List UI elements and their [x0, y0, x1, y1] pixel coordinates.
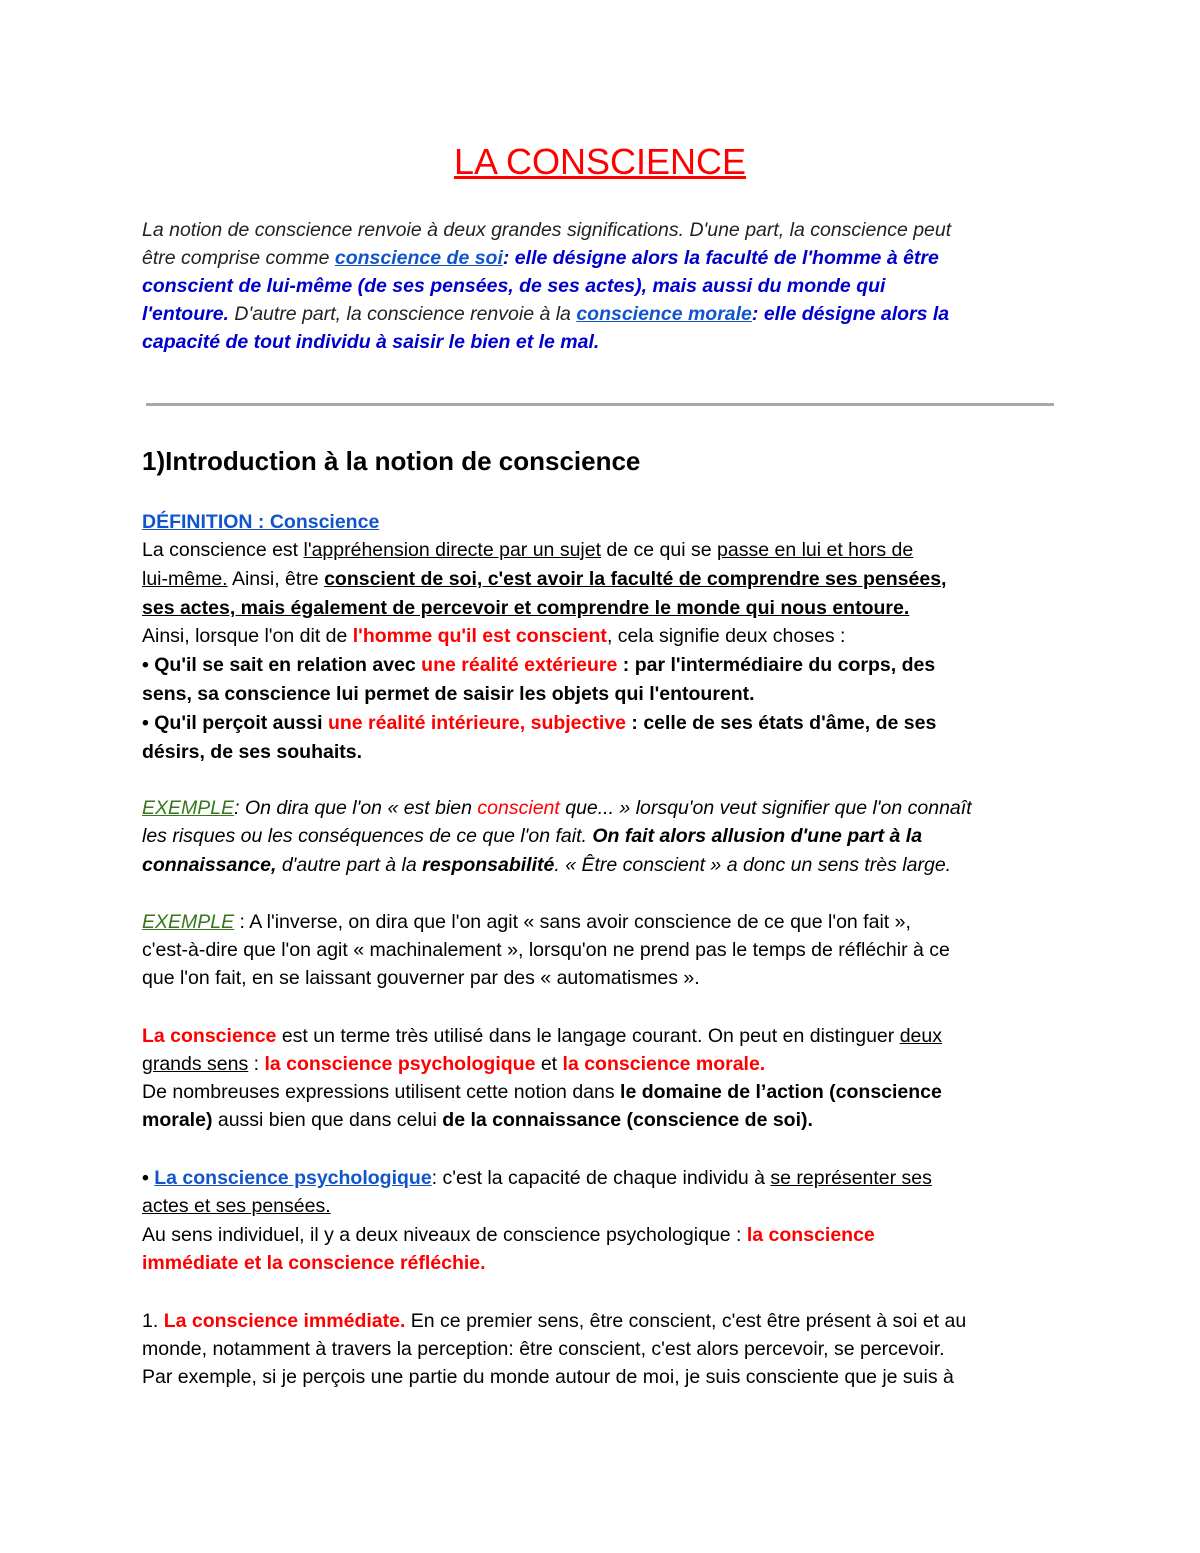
intro-bold-text: : elle désigne alors la: [751, 303, 950, 325]
text: et: [535, 1053, 563, 1075]
text: de ce qui se: [601, 539, 718, 561]
definition-line-4: [142, 622, 845, 650]
text: 1.: [142, 1310, 164, 1332]
paragraph-6-line-1: [142, 1221, 875, 1249]
paragraph-6-line-2: [142, 1249, 486, 1277]
bullet-1-line-2: [142, 680, 755, 708]
bold-text: : celle de ses états d'âme, de ses: [625, 712, 937, 734]
page-title: LA CONSCIENCE: [453, 141, 747, 182]
text: que l'on fait, en se laissant gouverner par des « automatismes ».: [142, 967, 700, 989]
example-label: EXEMPLE: [142, 797, 235, 819]
conscience-de-soi-link[interactable]: conscience de soi: [334, 247, 503, 269]
bullet-2-line-1: [142, 709, 936, 737]
text: monde, notamment à travers la perception: être conscient, c'est alors percevoir, se percevoir.: [142, 1338, 945, 1360]
paragraph-3-line-4: [142, 1106, 813, 1134]
example-2-line-3: [142, 964, 700, 992]
example-1-line-1: [142, 794, 972, 822]
red-bold-text: La conscience immédiate.: [163, 1310, 406, 1332]
example-2-line-2: [142, 936, 950, 964]
example-1-line-3: [142, 851, 951, 879]
red-italic-text: conscient: [477, 797, 560, 819]
text: De nombreuses expressions utilisent cette notion dans: [142, 1081, 621, 1103]
bold-underlined-text: conscient de soi, c'est avoir la faculté de comprendre ses pensées,: [324, 568, 947, 590]
bold-italic-text: responsabilité: [422, 854, 555, 876]
text: Ainsi, être: [227, 568, 325, 590]
text: Au sens individuel, il y a deux niveaux de conscience psychologique :: [142, 1224, 747, 1246]
definition-line-1: [142, 536, 913, 564]
definition-label: DÉFINITION : Conscience: [142, 511, 380, 533]
paragraph-5-line-1: [142, 1164, 932, 1192]
italic-text: : On dira que l'on « est bien: [234, 797, 478, 819]
intro-line-1: [142, 216, 951, 244]
intro-line-5: [142, 328, 599, 356]
underlined-text: passe en lui et hors de: [717, 539, 914, 561]
red-bold-text: une réalité intérieure, subjective: [327, 712, 626, 734]
text: aussi bien que dans celui: [212, 1109, 443, 1131]
underlined-text: grands sens: [142, 1053, 249, 1075]
bold-italic-text: On fait alors allusion d'une part à la: [592, 825, 923, 847]
bold-text: • Qu'il perçoit aussi: [142, 712, 328, 734]
text: : c'est la capacité de chaque individu à: [431, 1167, 771, 1189]
text: : A l'inverse, on dira que l'on agit « sans avoir conscience de ce que l'on fait »,: [234, 911, 911, 933]
conscience-morale-link[interactable]: conscience morale: [576, 303, 752, 325]
text: En ce premier sens, être conscient, c'est être présent à soi et au: [405, 1310, 967, 1332]
red-bold-text: l'homme qu'il est conscient: [352, 625, 607, 647]
paragraph-7-line-2: [142, 1335, 945, 1363]
example-2-line-1: [142, 908, 911, 936]
red-bold-text: la conscience: [746, 1224, 875, 1246]
paragraph-7-line-3: [142, 1363, 954, 1391]
bold-text: le domaine de l’action (conscience: [620, 1081, 942, 1103]
paragraph-5-line-2: [142, 1192, 331, 1220]
text: est un terme très utilisé dans le langage courant. On peut en distinguer: [276, 1025, 900, 1047]
underlined-text: se représenter ses: [770, 1167, 932, 1189]
underlined-text: deux: [899, 1025, 942, 1047]
example-label: EXEMPLE: [142, 911, 235, 933]
intro-bold-text: l'entoure.: [142, 303, 229, 325]
underlined-text: lui-même.: [142, 568, 228, 590]
example-1-line-2: [142, 822, 922, 850]
text: , cela signifie deux choses :: [606, 625, 846, 647]
intro-line-2: [142, 244, 939, 272]
italic-text: les risques ou les conséquences de ce que l'on fait.: [142, 825, 593, 847]
text: Ainsi, lorsque l'on dit de: [142, 625, 353, 647]
red-bold-text: la conscience morale.: [562, 1053, 766, 1075]
bullet: •: [142, 1167, 155, 1189]
intro-line-4: [142, 300, 949, 328]
bold-text: morale): [142, 1109, 213, 1131]
text: :: [248, 1053, 265, 1075]
bold-text: : par l'intermédiaire du corps, des: [617, 654, 936, 676]
underlined-text: l'appréhension directe par un sujet: [303, 539, 602, 561]
italic-text: . « Être conscient » a donc un sens très large.: [554, 854, 952, 876]
paragraph-3-line-3: [142, 1078, 942, 1106]
conscience-psychologique-link[interactable]: La conscience psychologique: [154, 1167, 432, 1189]
bold-text: • Qu'il se sait en relation avec: [142, 654, 422, 676]
intro-line-3: [142, 272, 885, 300]
italic-text: d'autre part à la: [276, 854, 423, 876]
text: La conscience est: [142, 539, 304, 561]
bullet-1-line-1: [142, 651, 935, 679]
bullet-2-line-2: [142, 738, 362, 766]
intro-text: être comprise comme: [142, 247, 335, 269]
bold-italic-text: connaissance,: [142, 854, 277, 876]
italic-text: que... » lorsqu'on veut signifier que l'on connaît: [559, 797, 972, 819]
section-heading: 1)Introduction à la notion de conscience: [142, 446, 641, 476]
red-bold-text: une réalité extérieure: [421, 654, 618, 676]
red-bold-text: la conscience psychologique: [264, 1053, 536, 1075]
red-bold-text: immédiate et la conscience réfléchie.: [142, 1252, 486, 1274]
bold-text: de la connaissance (conscience de soi).: [442, 1109, 813, 1131]
intro-bold-text: : elle désigne alors la faculté de l'homme à être: [502, 247, 939, 269]
bold-underlined-text: ses actes, mais également de percevoir et comprendre le monde qui nous entoure.: [142, 597, 910, 619]
intro-text: D'autre part, la conscience renvoie à la: [228, 303, 577, 325]
intro-text: La notion de conscience renvoie à deux grandes significations. D'une part, la conscience peut: [142, 219, 952, 241]
paragraph-3-line-2: [142, 1050, 765, 1078]
text: c'est-à-dire que l'on agit « machinalement », lorsqu'on ne prend pas le temps de réfléchir à ce: [142, 939, 950, 961]
paragraph-3-line-1: [142, 1022, 942, 1050]
paragraph-7-line-1: [142, 1307, 966, 1335]
definition-line-2: [142, 565, 946, 593]
red-bold-text: La conscience: [142, 1025, 277, 1047]
horizontal-rule: [146, 403, 1054, 406]
text: Par exemple, si je perçois une partie du monde autour de moi, je suis consciente que je suis à: [142, 1366, 954, 1388]
underlined-text: actes et ses pensées.: [142, 1195, 331, 1217]
definition-line-3: [142, 594, 909, 622]
intro-bold-text: capacité de tout individu à saisir le bien et le mal.: [142, 331, 600, 353]
intro-bold-text: conscient de lui-même (de ses pensées, de ses actes), mais aussi du monde qui: [142, 275, 886, 297]
bold-text: désirs, de ses souhaits.: [142, 741, 363, 763]
bold-text: sens, sa conscience lui permet de saisir les objets qui l'entourent.: [142, 683, 755, 705]
